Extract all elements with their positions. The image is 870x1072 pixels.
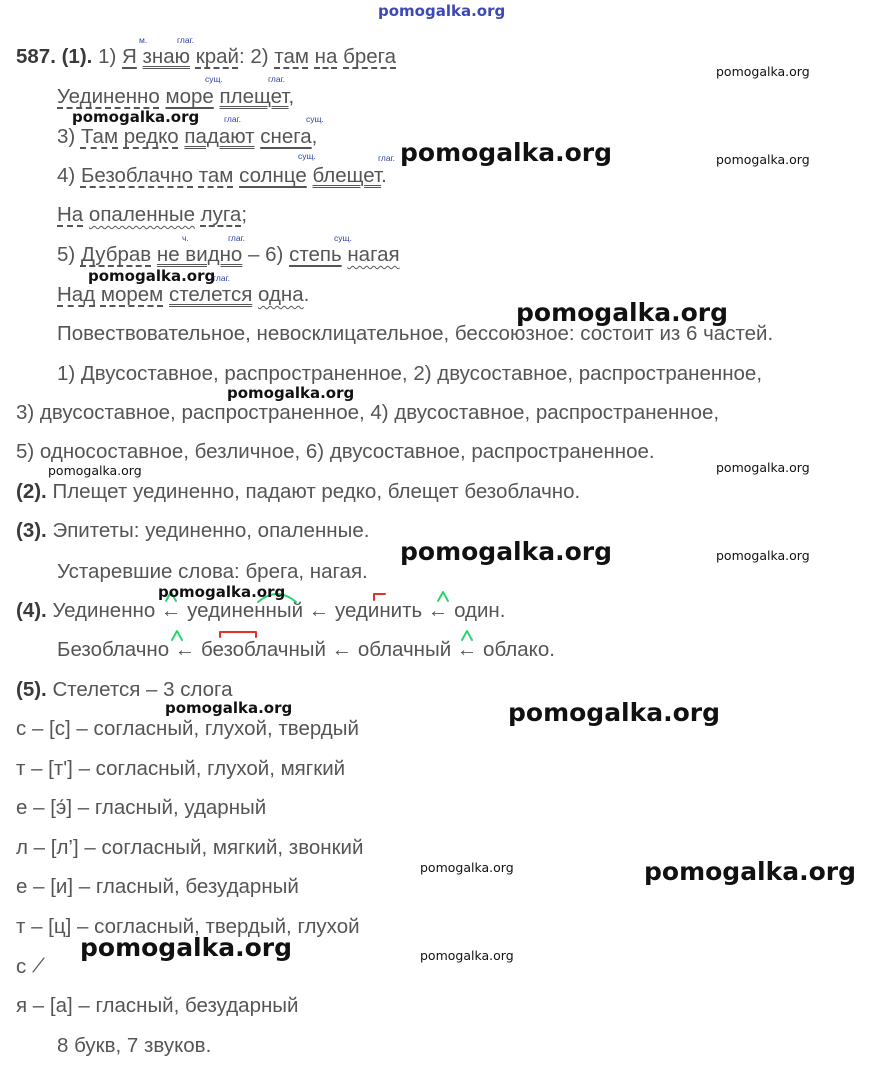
watermark: pomogalka.org <box>516 298 729 327</box>
word-adverbial: там <box>274 45 309 68</box>
word-preposition: на <box>314 45 338 68</box>
part-2-text: Плещет уединенно, падают редко, блещет безоблачно. <box>52 480 581 503</box>
watermark: pomogalka.org <box>716 152 810 167</box>
watermark: pomogalka.org <box>420 948 514 963</box>
sentence-line-1 <box>16 45 396 69</box>
watermark: pomogalka.org <box>48 463 142 478</box>
pos-label: глаг. <box>268 74 286 84</box>
analysis-line: 3) двусоставное, распространенное, 4) двусоставное, распространенное, <box>16 401 720 424</box>
part-5-heading: Стелется – 3 слога <box>52 678 233 701</box>
part-3 <box>16 519 369 543</box>
clause-number: 4) <box>57 164 76 187</box>
pos-label: глаг. <box>224 114 242 124</box>
sentence-line-5 <box>57 203 247 227</box>
punct: . <box>381 164 387 187</box>
word-adverbial: Там <box>80 125 119 148</box>
sentence-line-2 <box>57 85 294 109</box>
word-noun: брега <box>343 45 397 68</box>
derivation-chain-2: Безоблачно ← безоблачный ← облачный ← облако. <box>57 638 555 661</box>
phonetic-row: е – [э́] – гласный, ударный <box>16 796 267 819</box>
watermark: pomogalka.org <box>72 108 200 126</box>
watermark: pomogalka.org <box>165 699 293 717</box>
pos-label: глаг. <box>213 273 231 283</box>
part-5-label: (5). <box>16 678 47 701</box>
watermark: pomogalka.org <box>80 933 293 962</box>
punct: , <box>311 125 318 148</box>
phonetic-row: с <box>16 955 27 978</box>
punct: . <box>303 283 310 306</box>
derivation-chain-1: Уединенно ← уединенный ← уединить ← один. <box>52 599 506 622</box>
word-attribute: нагая <box>347 243 400 266</box>
watermark: pomogalka.org <box>227 384 355 402</box>
part-3-text-2: Устаревшие слова: брега, нагая. <box>57 560 368 583</box>
pos-label: ч. <box>182 233 189 243</box>
word-preposition: На <box>57 203 84 226</box>
word-predicate: знаю <box>142 45 191 68</box>
word-adverbial: там <box>198 164 234 187</box>
pos-label: сущ. <box>334 233 352 243</box>
word-predicate: не видно <box>156 243 243 266</box>
part-4 <box>16 599 505 623</box>
watermark: pomogalka.org <box>88 267 216 285</box>
word-object: край <box>195 45 239 68</box>
word-noun: луга <box>200 203 242 226</box>
clause-number: 3) <box>57 125 76 148</box>
phonetic-row: л – [л’] – согласный, мягкий, звонкий <box>16 836 364 859</box>
exercise-number: 587. <box>16 45 56 68</box>
part-3-text: Эпитеты: уединенно, опаленные. <box>52 519 370 542</box>
sentence-line-4 <box>57 164 387 188</box>
pos-label: глаг. <box>228 233 246 243</box>
prefix-mark <box>220 632 256 637</box>
watermark: pomogalka.org <box>400 138 613 167</box>
word-object: Дубрав <box>80 243 152 266</box>
word-predicate: падают <box>184 125 255 148</box>
analysis-line: 5) односоставное, безличное, 6) двусоставное, распространенное. <box>16 440 655 463</box>
analysis-line: Повествовательное, невосклицательное, бессоюзное: состоит из 6 частей. <box>57 322 774 345</box>
letters-sounds-summary: 8 букв, 7 звуков. <box>57 1034 212 1057</box>
part-4-label: (4). <box>16 599 47 622</box>
word-attribute: опаленные <box>88 203 195 226</box>
phonetic-row: т – [т'] – согласный, глухой, мягкий <box>16 757 346 780</box>
part-2 <box>16 480 580 504</box>
word-adverbial: морем <box>100 283 164 306</box>
clause-number: 1) <box>98 45 117 68</box>
phonetic-row: я – [а] – гласный, безударный <box>16 994 299 1017</box>
part-2-label: (2). <box>16 480 47 503</box>
phonetic-row: с – [с] – согласный, глухой, твердый <box>16 717 359 740</box>
phonetic-row: т – [ц] – согласный, твердый, глухой <box>16 915 360 938</box>
watermark: pomogalka.org <box>716 64 810 79</box>
dash-separator: – 6) <box>242 243 290 266</box>
watermark: pomogalka.org <box>508 698 721 727</box>
watermark: pomogalka.org <box>716 548 810 563</box>
word-adverbial: Безоблачно <box>80 164 194 187</box>
word-subject: Я <box>122 45 137 68</box>
word-subject: степь <box>289 243 342 266</box>
word-predicate: стелется <box>168 283 253 306</box>
analysis-line: 1) Двусоставное, распространенное, 2) двусоставное, распространенное, <box>57 362 763 385</box>
sentence-line-7 <box>57 283 309 307</box>
punct: : <box>238 45 245 68</box>
watermark: pomogalka.org <box>716 460 810 475</box>
watermark: pomogalka.org <box>158 583 286 601</box>
phonetic-row: е – [и] – гласный, безударный <box>16 875 299 898</box>
watermark: pomogalka.org <box>644 857 857 886</box>
pos-label: сущ. <box>298 151 316 161</box>
word-predicate: блещет <box>312 164 382 187</box>
word-attribute: одна <box>258 283 304 306</box>
word-subject: снега <box>260 125 312 148</box>
clause-number: 5) <box>57 243 76 266</box>
sentence-line-3 <box>57 125 317 149</box>
sentence-line-6 <box>57 243 400 267</box>
punct: , <box>288 85 295 108</box>
pos-label: глаг. <box>378 153 396 163</box>
word-adverbial: редко <box>123 125 179 148</box>
clause-number: 2) <box>250 45 269 68</box>
part-3-label: (3). <box>16 519 47 542</box>
watermark: pomogalka.org <box>400 537 613 566</box>
pos-label: м. <box>139 35 148 45</box>
soft-sign-slash <box>33 958 44 972</box>
word-predicate: плещет <box>219 85 289 108</box>
word-subject: солнце <box>239 164 307 187</box>
punct: ; <box>241 203 248 226</box>
part-1-label: (1). <box>61 45 93 68</box>
word-preposition: Над <box>57 283 96 306</box>
pos-label: сущ. <box>205 74 223 84</box>
watermark-top: pomogalka.org <box>378 2 506 20</box>
pos-label: сущ. <box>306 114 324 124</box>
word-adverbial: Уединенно <box>57 85 160 108</box>
pos-label: глаг. <box>177 35 195 45</box>
word-subject: море <box>165 85 214 108</box>
watermark: pomogalka.org <box>420 860 514 875</box>
